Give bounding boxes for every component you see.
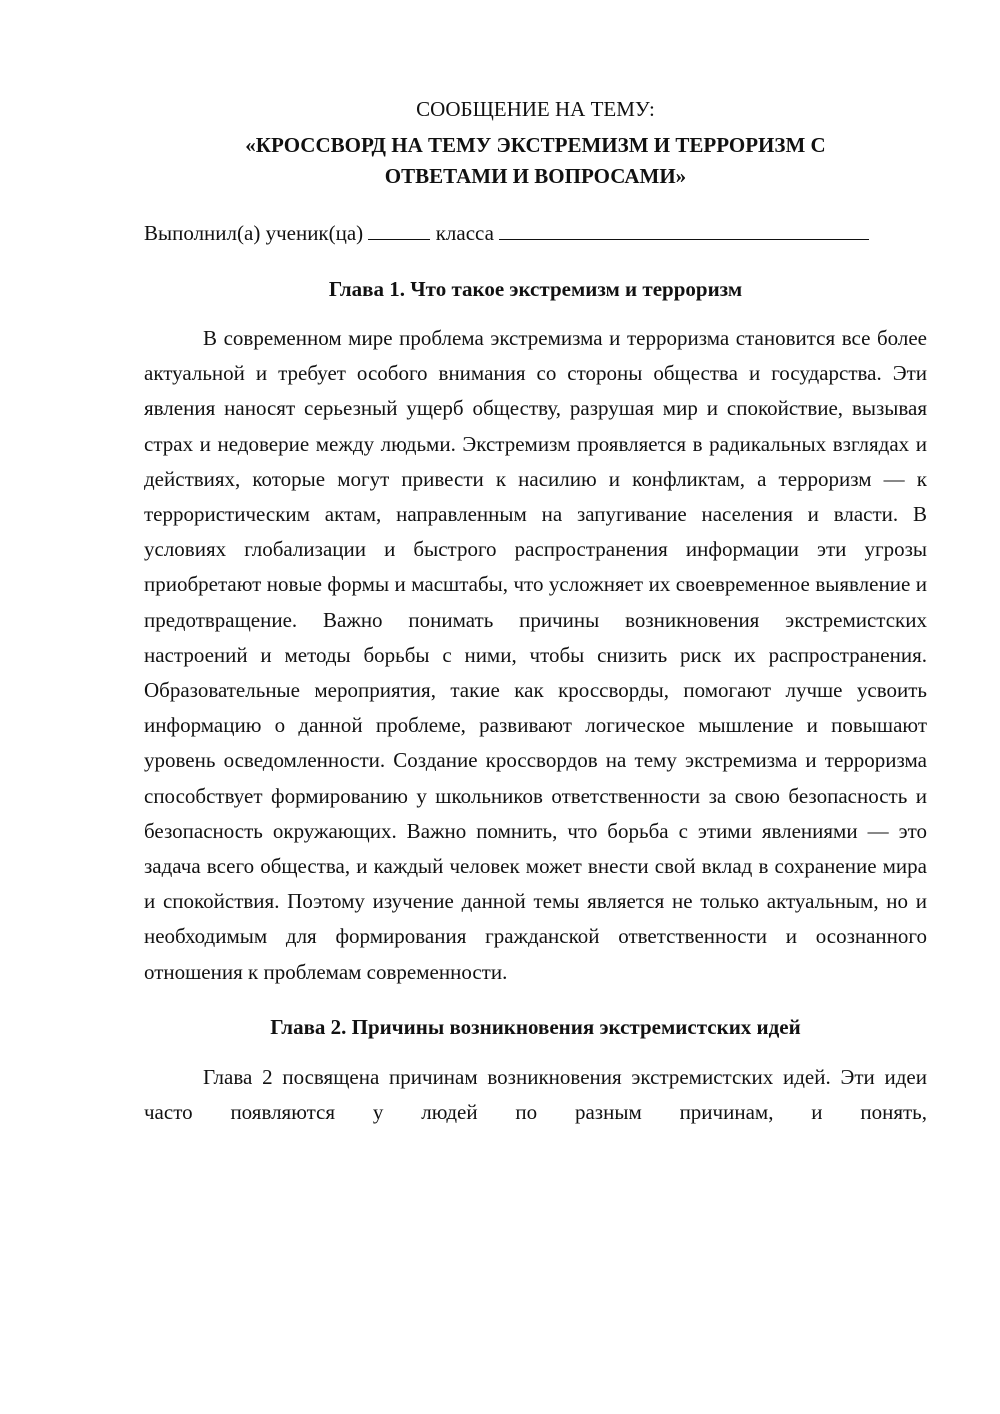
name-blank xyxy=(499,219,869,240)
chapter-1-text: В современном мире проблема экстремизма и терроризма становится все более актуальной и требует особого внимания со стороны общества и государства. Эти явления наносят серьезный ущерб обществу, разрушая мир и спокойствие, вызывая страх и недоверие между людьми. Экстремизм проявляется в радикальных взглядах и действиях, которые могут привести к насилию и конфликтам, а терроризм — к террористическим актам, направленным на запугивание населения и власти. В условиях глобализации и быстрого распространения информации эти угрозы приобретают новые формы и масштабы, что усложняет их своевременное выявление и предотвращение. Важно понимать причины возникновения экстремистских настроений и методы борьбы с ними, чтобы снизить риск их распространения. Образовательные мероприятия, такие как кроссворды, помогают лучше усвоить информацию о данной проблеме, развивают логическое мышление и повышают уровень осведомленности. Создание кроссвордов на тему экстремизма и терроризма способствует формированию у школьников ответственности за свою безопасность и безопасность окружающих. Важно помнить, что борьба с этими явлениями — это задача всего общества, и каждый человек может внести свой вклад в сохранение мира и спокойствия. Поэтому изучение данной темы является не только актуальным, но и необходимым для формирования гражданской ответственности и осознанного отношения к проблемам современности. xyxy=(144,326,927,984)
chapter-2-heading: Глава 2. Причины возникновения экстремистских идей xyxy=(270,1014,801,1039)
grade-blank xyxy=(368,219,430,240)
author-line xyxy=(144,218,927,248)
document-title-line-2: ОТВЕТАМИ И ВОПРОСАМИ» xyxy=(384,164,687,188)
document-title xyxy=(144,130,927,192)
author-label: Выполнил(а) ученик(ца) xyxy=(144,221,364,245)
chapter-1-heading: Глава 1. Что такое экстремизм и терроризм xyxy=(328,277,743,301)
document-header: СООБЩЕНИЕ НА ТЕМУ: xyxy=(416,97,655,121)
chapter-2-text: Глава 2 посвящена причинам возникновения экстремистских идей. Эти идеи часто появляются у людей по разным причинам, и понять, xyxy=(144,1064,927,1125)
document-title-line-1: «КРОССВОРД НА ТЕМУ ЭКСТРЕМИЗМ И ТЕРРОРИЗМ С xyxy=(245,133,826,157)
class-label: класса xyxy=(435,221,494,245)
document-page xyxy=(144,92,927,1130)
